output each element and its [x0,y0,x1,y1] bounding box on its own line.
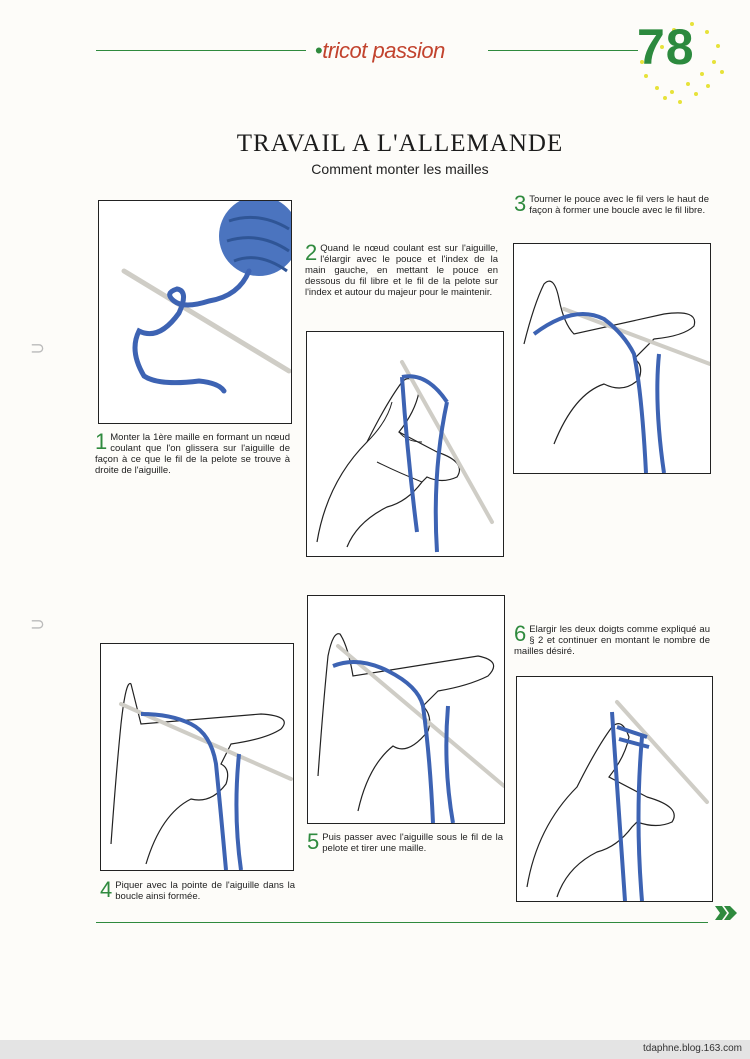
step-5-text: 5 Puis passer avec l'aiguille sous le fil de la pelote et tirer une maille. [307,829,503,854]
footer-bar [0,1040,750,1059]
scan-mark: ⊃ [30,614,46,634]
step-5-photo [307,595,505,824]
page-subtitle: Comment monter les mailles [311,161,489,177]
page-title: TRAVAIL A L'ALLEMANDE [236,130,564,157]
header-rule-right [488,50,638,51]
step-4-text: 4 Piquer avec la pointe de l'aiguille dans la boucle ainsi formée. [100,877,295,902]
watermark: tdaphne.blog.163.com [643,1043,742,1054]
scan-mark: ⊃ [30,338,46,358]
step-6-text: 6 Elargir les deux doigts comme expliqué au § 2 et continuer en montant le nombre de mailles désiré. [514,621,710,657]
brand-logo: •tricot passion [315,38,445,63]
step-2-text: 2 Quand le nœud coulant est sur l'aiguille, l'élargir avec le pouce et l'index de la main gauche, en mettant le pouce en dessous du fil libre et le fil de la pelote sur l'index et autour du majeur pour le maintenir. [305,240,498,298]
page-number: 78 [637,19,695,75]
step-1-photo [98,200,292,424]
step-1-text: 1 Monter la 1ère maille en formant un nœud coulant que l'on glissera sur l'aiguille de façon à ce que le fil de la pelote se trouve à droite de l'aiguille. [95,429,290,476]
step-2-photo [306,331,504,557]
step-4-photo [100,643,294,871]
next-page-arrow-icon [715,906,737,920]
step-3-photo [513,243,711,474]
footer-rule [96,922,708,923]
header-rule-left [96,50,306,51]
step-6-photo [516,676,713,902]
step-3-text: 3 Tourner le pouce avec le fil vers le haut de façon à former une boucle avec le fil libre. [514,191,709,216]
